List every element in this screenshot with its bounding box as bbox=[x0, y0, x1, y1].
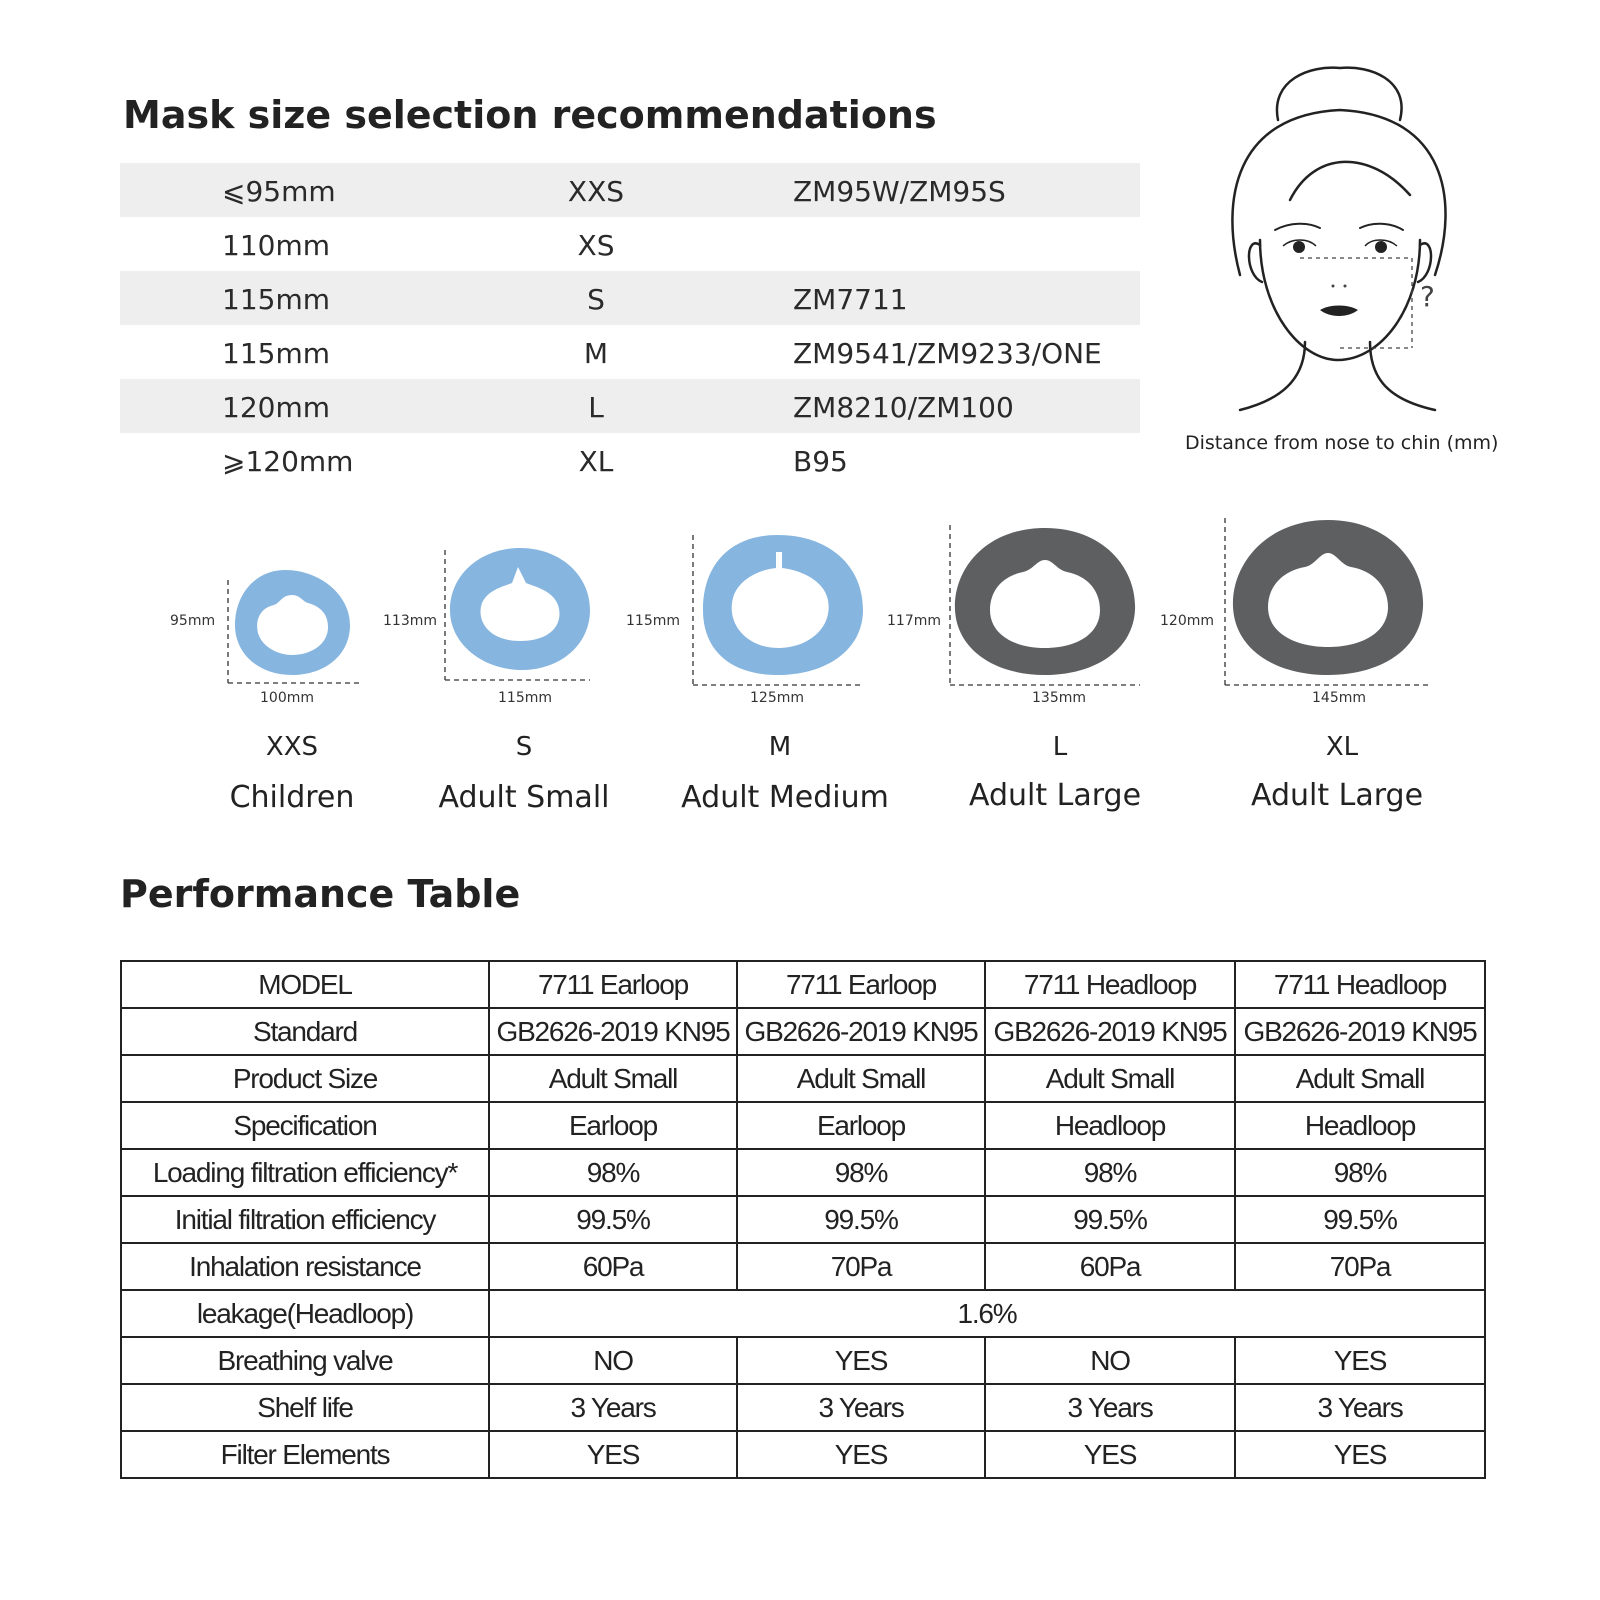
distance-cell: 110mm bbox=[222, 229, 330, 262]
mask-xl-width: 145mm bbox=[1312, 690, 1366, 706]
table-row bbox=[121, 1102, 1485, 1149]
table-row bbox=[120, 433, 1140, 487]
table-cell: 98% bbox=[489, 1149, 737, 1196]
row-label: Initial filtration efficiency bbox=[121, 1196, 489, 1243]
size-cell: XS bbox=[577, 229, 615, 262]
mask-s-width: 115mm bbox=[498, 690, 552, 706]
table-cell: YES bbox=[985, 1431, 1235, 1478]
mask-s-shape bbox=[450, 548, 590, 670]
table-cell: 7711 Earloop bbox=[737, 961, 985, 1008]
table-row bbox=[121, 1290, 1485, 1337]
hair-bun bbox=[1277, 68, 1402, 120]
row-label: Inhalation resistance bbox=[121, 1243, 489, 1290]
table-cell: YES bbox=[737, 1337, 985, 1384]
table-row bbox=[120, 379, 1140, 433]
table-row bbox=[121, 1008, 1485, 1055]
table-cell: Adult Small bbox=[737, 1055, 985, 1102]
mask-l-image bbox=[945, 520, 1145, 690]
table-cell: 99.5% bbox=[1235, 1196, 1485, 1243]
mask-s-image bbox=[440, 545, 600, 685]
table-row bbox=[120, 325, 1140, 379]
table-cell: NO bbox=[489, 1337, 737, 1384]
table-row bbox=[121, 1196, 1485, 1243]
table-cell: 7711 Earloop bbox=[489, 961, 737, 1008]
size-cell: XXS bbox=[567, 175, 625, 208]
table-cell: 60Pa bbox=[985, 1243, 1235, 1290]
mask-m-name: Adult Medium bbox=[681, 780, 889, 815]
table-cell: Adult Small bbox=[489, 1055, 737, 1102]
row-label: Filter Elements bbox=[121, 1431, 489, 1478]
size-cell: S bbox=[587, 283, 605, 316]
size-cell: XL bbox=[578, 445, 614, 478]
table-cell: 3 Years bbox=[489, 1384, 737, 1431]
mask-xxs-shape bbox=[235, 570, 350, 675]
mask-xxs-name: Children bbox=[229, 780, 355, 815]
face-diagram-caption: Distance from nose to chin (mm) bbox=[1185, 432, 1499, 454]
mask-l-height: 117mm bbox=[887, 613, 941, 629]
table-cell: YES bbox=[737, 1431, 985, 1478]
distance-cell: ⩽95mm bbox=[222, 175, 336, 208]
table-row bbox=[121, 961, 1485, 1008]
table-cell: YES bbox=[489, 1431, 737, 1478]
row-label: Loading filtration efficiency* bbox=[121, 1149, 489, 1196]
table-cell: 3 Years bbox=[985, 1384, 1235, 1431]
face-measurement-illustration bbox=[1220, 60, 1500, 430]
measurement-guide bbox=[1300, 258, 1412, 348]
mask-xxs-height: 95mm bbox=[170, 613, 216, 629]
table-cell: 98% bbox=[985, 1149, 1235, 1196]
mask-xl-height: 120mm bbox=[1160, 613, 1214, 629]
mask-xl-shape bbox=[1233, 520, 1423, 675]
table-cell: Adult Small bbox=[985, 1055, 1235, 1102]
row-label: MODEL bbox=[121, 961, 489, 1008]
mask-l-width: 135mm bbox=[1032, 690, 1086, 706]
table-row bbox=[120, 271, 1140, 325]
question-mark: ? bbox=[1420, 280, 1435, 313]
table-cell: Earloop bbox=[489, 1102, 737, 1149]
mask-m-shape bbox=[703, 535, 863, 675]
mask-s-code: S bbox=[515, 732, 533, 762]
table-cell: Earloop bbox=[737, 1102, 985, 1149]
models-cell: ZM95W/ZM95S bbox=[793, 175, 1006, 208]
mask-m-width: 125mm bbox=[750, 690, 804, 706]
table-cell: GB2626-2019 KN95 bbox=[737, 1008, 985, 1055]
merged-cell: 1.6% bbox=[489, 1290, 1485, 1337]
table-cell: Headloop bbox=[1235, 1102, 1485, 1149]
lips bbox=[1320, 306, 1358, 317]
table-cell: YES bbox=[1235, 1337, 1485, 1384]
table-row bbox=[121, 1149, 1485, 1196]
mask-l-shape bbox=[955, 528, 1135, 675]
size-cell: L bbox=[588, 391, 604, 424]
models-cell: ZM7711 bbox=[793, 283, 908, 316]
performance-table bbox=[120, 960, 1486, 1479]
table-cell: Adult Small bbox=[1235, 1055, 1485, 1102]
mask-m-code: M bbox=[768, 732, 792, 762]
row-label: Product Size bbox=[121, 1055, 489, 1102]
mask-m-height: 115mm bbox=[626, 613, 680, 629]
left-eye bbox=[1293, 241, 1305, 253]
mask-xxs-code: XXS bbox=[265, 732, 319, 762]
table-cell: 99.5% bbox=[489, 1196, 737, 1243]
right-eye bbox=[1375, 241, 1387, 253]
table-cell: NO bbox=[985, 1337, 1235, 1384]
mask-xl-name: Adult Large bbox=[1250, 778, 1424, 813]
table-row bbox=[121, 1337, 1485, 1384]
table-cell: 70Pa bbox=[737, 1243, 985, 1290]
table-cell: YES bbox=[1235, 1431, 1485, 1478]
table-cell: Headloop bbox=[985, 1102, 1235, 1149]
mask-l-name: Adult Large bbox=[968, 778, 1142, 813]
table-cell: 60Pa bbox=[489, 1243, 737, 1290]
mask-xxs-image bbox=[220, 565, 370, 685]
models-cell: ZM8210/ZM100 bbox=[793, 391, 1014, 424]
table-cell: 98% bbox=[737, 1149, 985, 1196]
row-label: Standard bbox=[121, 1008, 489, 1055]
table-cell: 99.5% bbox=[737, 1196, 985, 1243]
models-cell: B95 bbox=[793, 445, 848, 478]
mask-xl-code: XL bbox=[1325, 732, 1359, 762]
table-cell: 70Pa bbox=[1235, 1243, 1485, 1290]
head-outline bbox=[1232, 110, 1445, 275]
distance-cell: 115mm bbox=[222, 283, 330, 316]
distance-cell: 115mm bbox=[222, 337, 330, 370]
table-row bbox=[120, 163, 1140, 217]
mask-s-name: Adult Small bbox=[438, 780, 610, 815]
table-cell: 99.5% bbox=[985, 1196, 1235, 1243]
table-row bbox=[121, 1055, 1485, 1102]
table-cell: 98% bbox=[1235, 1149, 1485, 1196]
table-cell: 3 Years bbox=[737, 1384, 985, 1431]
mask-l-code: L bbox=[1052, 732, 1068, 762]
table-cell: GB2626-2019 KN95 bbox=[1235, 1008, 1485, 1055]
size-section-title: Mask size selection recommendations bbox=[123, 93, 937, 137]
row-label: Shelf life bbox=[121, 1384, 489, 1431]
table-cell: 3 Years bbox=[1235, 1384, 1485, 1431]
table-row bbox=[121, 1431, 1485, 1478]
mask-m-image bbox=[688, 530, 868, 690]
size-cell: M bbox=[583, 337, 609, 370]
table-row bbox=[120, 217, 1140, 271]
table-row bbox=[121, 1384, 1485, 1431]
models-cell: ZM9541/ZM9233/ONE bbox=[793, 337, 1102, 370]
table-row bbox=[121, 1243, 1485, 1290]
performance-section-title: Performance Table bbox=[120, 872, 521, 916]
size-recommendation-table bbox=[120, 163, 1140, 487]
distance-cell: 120mm bbox=[222, 391, 330, 424]
mask-xl-image bbox=[1220, 515, 1435, 690]
table-cell: GB2626-2019 KN95 bbox=[985, 1008, 1235, 1055]
distance-cell: ⩾120mm bbox=[222, 445, 354, 478]
row-label: Specification bbox=[121, 1102, 489, 1149]
row-label: Breathing valve bbox=[121, 1337, 489, 1384]
mask-s-height: 113mm bbox=[383, 613, 437, 629]
table-cell: GB2626-2019 KN95 bbox=[489, 1008, 737, 1055]
mask-xxs-width: 100mm bbox=[260, 690, 314, 706]
row-label: leakage(Headloop) bbox=[121, 1290, 489, 1337]
table-cell: 7711 Headloop bbox=[985, 961, 1235, 1008]
table-cell: 7711 Headloop bbox=[1235, 961, 1485, 1008]
